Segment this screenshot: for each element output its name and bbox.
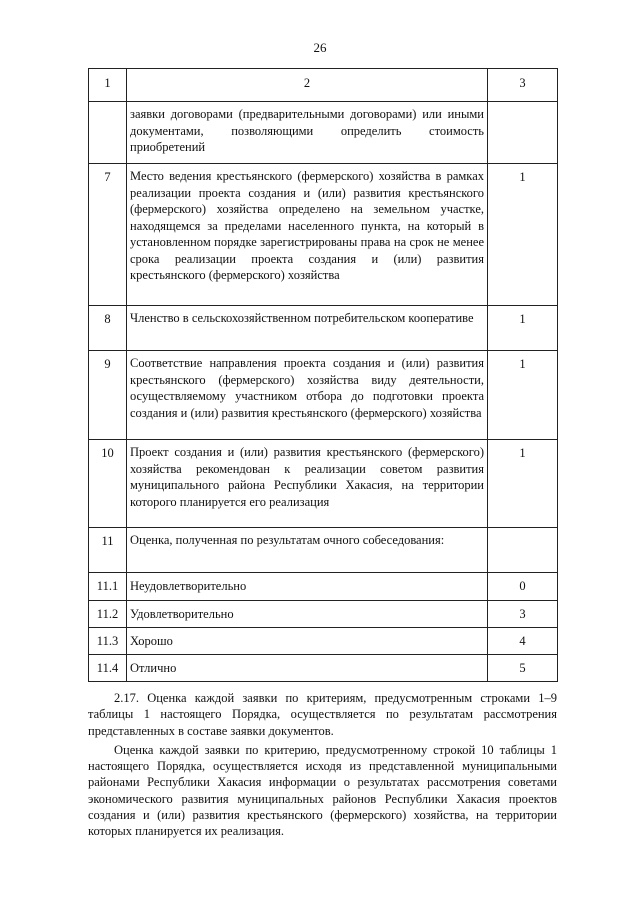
row-criterion: Членство в сельскохозяйственном потребительском кооперативе bbox=[127, 306, 488, 351]
header-cell-criterion: 2 bbox=[127, 69, 488, 102]
table-header-row bbox=[89, 69, 558, 102]
row-score: 5 bbox=[488, 655, 558, 682]
table-row bbox=[89, 351, 558, 440]
row-score: 3 bbox=[488, 601, 558, 628]
row-number: 8 bbox=[89, 306, 127, 351]
row-number bbox=[89, 102, 127, 164]
header-cell-number: 1 bbox=[89, 69, 127, 102]
row-criterion: Неудовлетворительно bbox=[127, 573, 488, 601]
table-row bbox=[89, 306, 558, 351]
row-criterion: Проект создания и (или) развития крестьянского (фермерского) хозяйства рекомендован к реализации советом развития муниципального района Республики Хакасия, на территории которого планируется его реализация bbox=[127, 440, 488, 528]
body-text bbox=[88, 690, 557, 843]
row-number: 11.1 bbox=[89, 573, 127, 601]
table-row bbox=[89, 601, 558, 628]
table-row bbox=[89, 164, 558, 306]
row-score: 0 bbox=[488, 573, 558, 601]
table-row bbox=[89, 655, 558, 682]
row-score: 1 bbox=[488, 164, 558, 306]
table-row bbox=[89, 102, 558, 164]
row-criterion: Удовлетворительно bbox=[127, 601, 488, 628]
row-score bbox=[488, 102, 558, 164]
table-row bbox=[89, 440, 558, 528]
row-criterion: Хорошо bbox=[127, 628, 488, 655]
row-criterion: Место ведения крестьянского (фермерского) хозяйства в рамках реализации проекта создания и (или) развития крестьянского (фермерского) хозяйства определено на земельном участке, находящемся за пределами населенного пункта, на который в установленном порядке зарегистрированы права на срок не менее срока реализации проекта создания и (или) развития крестьянского (фермерского) хозяйства bbox=[127, 164, 488, 306]
row-score: 1 bbox=[488, 306, 558, 351]
table-row bbox=[89, 528, 558, 573]
row-criterion: заявки договорами (предварительными договорами) или иными документами, позволяющими определить стоимость приобретений bbox=[127, 102, 488, 164]
row-score: 1 bbox=[488, 351, 558, 440]
criteria-table bbox=[88, 68, 558, 682]
page-number: 26 bbox=[313, 40, 327, 55]
row-criterion: Оценка, полученная по результатам очного собеседования: bbox=[127, 528, 488, 573]
row-score: 1 bbox=[488, 440, 558, 528]
row-criterion: Отлично bbox=[127, 655, 488, 682]
row-number: 11 bbox=[89, 528, 127, 573]
row-number: 10 bbox=[89, 440, 127, 528]
row-number: 11.2 bbox=[89, 601, 127, 628]
paragraph-criterion-10: Оценка каждой заявки по критерию, предусмотренному строкой 10 таблицы 1 настоящего Порядка, осуществляется исходя из представленной муниципальными районами Республики Хакасия информации о результатах рассмотрения советами экономического развития муниципальных районов Республики Хакасия проектов создания и (или) развития крестьянского (фермерского) хозяйства, на территории которых планируется их реализация. bbox=[88, 742, 557, 839]
table-row bbox=[89, 628, 558, 655]
table-row bbox=[89, 573, 558, 601]
row-number: 9 bbox=[89, 351, 127, 440]
paragraph-2-17: 2.17. Оценка каждой заявки по критериям, предусмотренным строками 1–9 таблицы 1 настоящего Порядка, осуществляется по результатам рассмотрения представленных в составе заявки документов. bbox=[88, 691, 557, 738]
row-score: 4 bbox=[488, 628, 558, 655]
row-score bbox=[488, 528, 558, 573]
header-cell-score: 3 bbox=[488, 69, 558, 102]
row-criterion: Соответствие направления проекта создания и (или) развития крестьянского (фермерского) хозяйства виду деятельности, осуществляемому участником отбора до подготовки проекта создания и (или) развития крестьянского (фермерского) хозяйства bbox=[127, 351, 488, 440]
row-number: 11.4 bbox=[89, 655, 127, 682]
row-number: 7 bbox=[89, 164, 127, 306]
row-number: 11.3 bbox=[89, 628, 127, 655]
